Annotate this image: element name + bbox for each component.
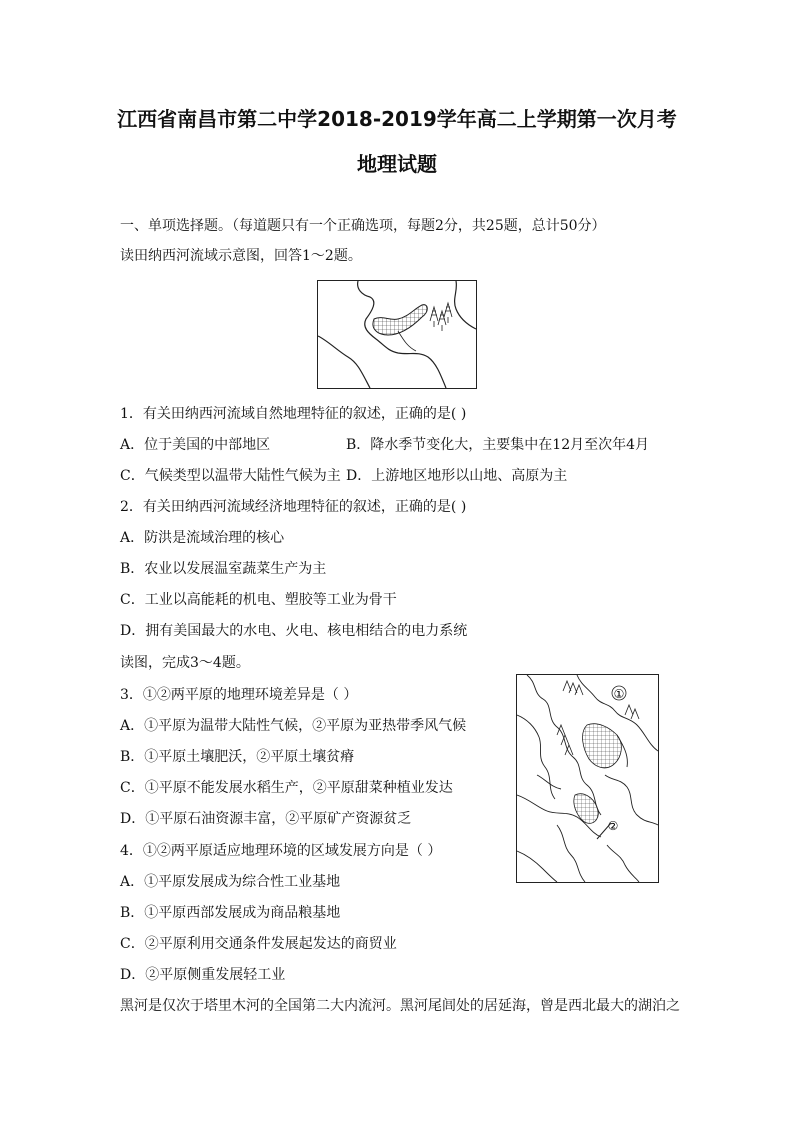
intro-text-2: 读图，完成3～4题。 <box>120 655 250 671</box>
tennessee-map-graphic <box>318 281 476 388</box>
closing-paragraph: 黑河是仅次于塔里木河的全国第二大内流河。黑河尾闾处的居延海，曾是西北最大的湖泊之 <box>120 998 680 1014</box>
q4-option-b: B．①平原西部发展成为商品粮基地 <box>120 905 341 921</box>
question-1-stem: 1．有关田纳西河流域自然地理特征的叙述，正确的是( ) <box>120 406 467 422</box>
plain-2-label: ② <box>607 819 619 833</box>
q3-option-a: A．①平原为温带大陆性气候，②平原为亚热带季风气候 <box>120 718 467 734</box>
q3-option-b: B．①平原土壤肥沃，②平原土壤贫瘠 <box>120 749 355 765</box>
document-title: 江西省南昌市第二中学2018-2019学年高二上学期第一次月考 <box>117 107 677 131</box>
q4-option-d: D．②平原侧重发展轻工业 <box>120 967 286 983</box>
q2-option-b: B．农业以发展温室蔬菜生产为主 <box>120 561 327 577</box>
q1-option-a: A．位于美国的中部地区 <box>120 437 271 453</box>
intro-text: 读田纳西河流域示意图，回答1～2题。 <box>120 248 362 264</box>
plains-map-graphic <box>517 675 658 882</box>
section-header: 一、单项选择题。（每道题只有一个正确选项，每题2分，共25题，总计50分） <box>120 218 606 234</box>
question-3-stem: 3．①②两平原的地理环境差异是（ ） <box>120 687 358 703</box>
q2-option-a: A．防洪是流域治理的核心 <box>120 530 285 546</box>
tennessee-basin-map <box>317 280 477 389</box>
q2-option-c: C．工业以高能耗的机电、塑胶等工业为骨干 <box>120 592 397 608</box>
q3-option-c: C．①平原不能发展水稻生产，②平原甜菜种植业发达 <box>120 780 453 796</box>
q4-option-a: A．①平原发展成为综合性工业基地 <box>120 874 341 890</box>
q1-option-b: B．降水季节变化大，主要集中在12月至次年4月 <box>346 437 650 453</box>
question-4-stem: 4．①②两平原适应地理环境的区域发展方向是（ ） <box>120 843 442 859</box>
document-subtitle: 地理试题 <box>357 152 437 176</box>
q2-option-d: D．拥有美国最大的水电、火电、核电相结合的电力系统 <box>120 623 468 639</box>
q1-option-c: C．气候类型以温带大陆性气候为主 <box>120 468 341 484</box>
q3-option-d: D．①平原石油资源丰富，②平原矿产资源贫乏 <box>120 811 412 827</box>
q1-option-d: D．上游地区地形以山地、高原为主 <box>346 468 568 484</box>
q4-option-c: C．②平原利用交通条件发展起发达的商贸业 <box>120 936 397 952</box>
plains-map <box>516 674 659 883</box>
question-2-stem: 2．有关田纳西河流域经济地理特征的叙述，正确的是( ) <box>120 499 467 515</box>
plain-1-label: ① <box>613 687 625 701</box>
